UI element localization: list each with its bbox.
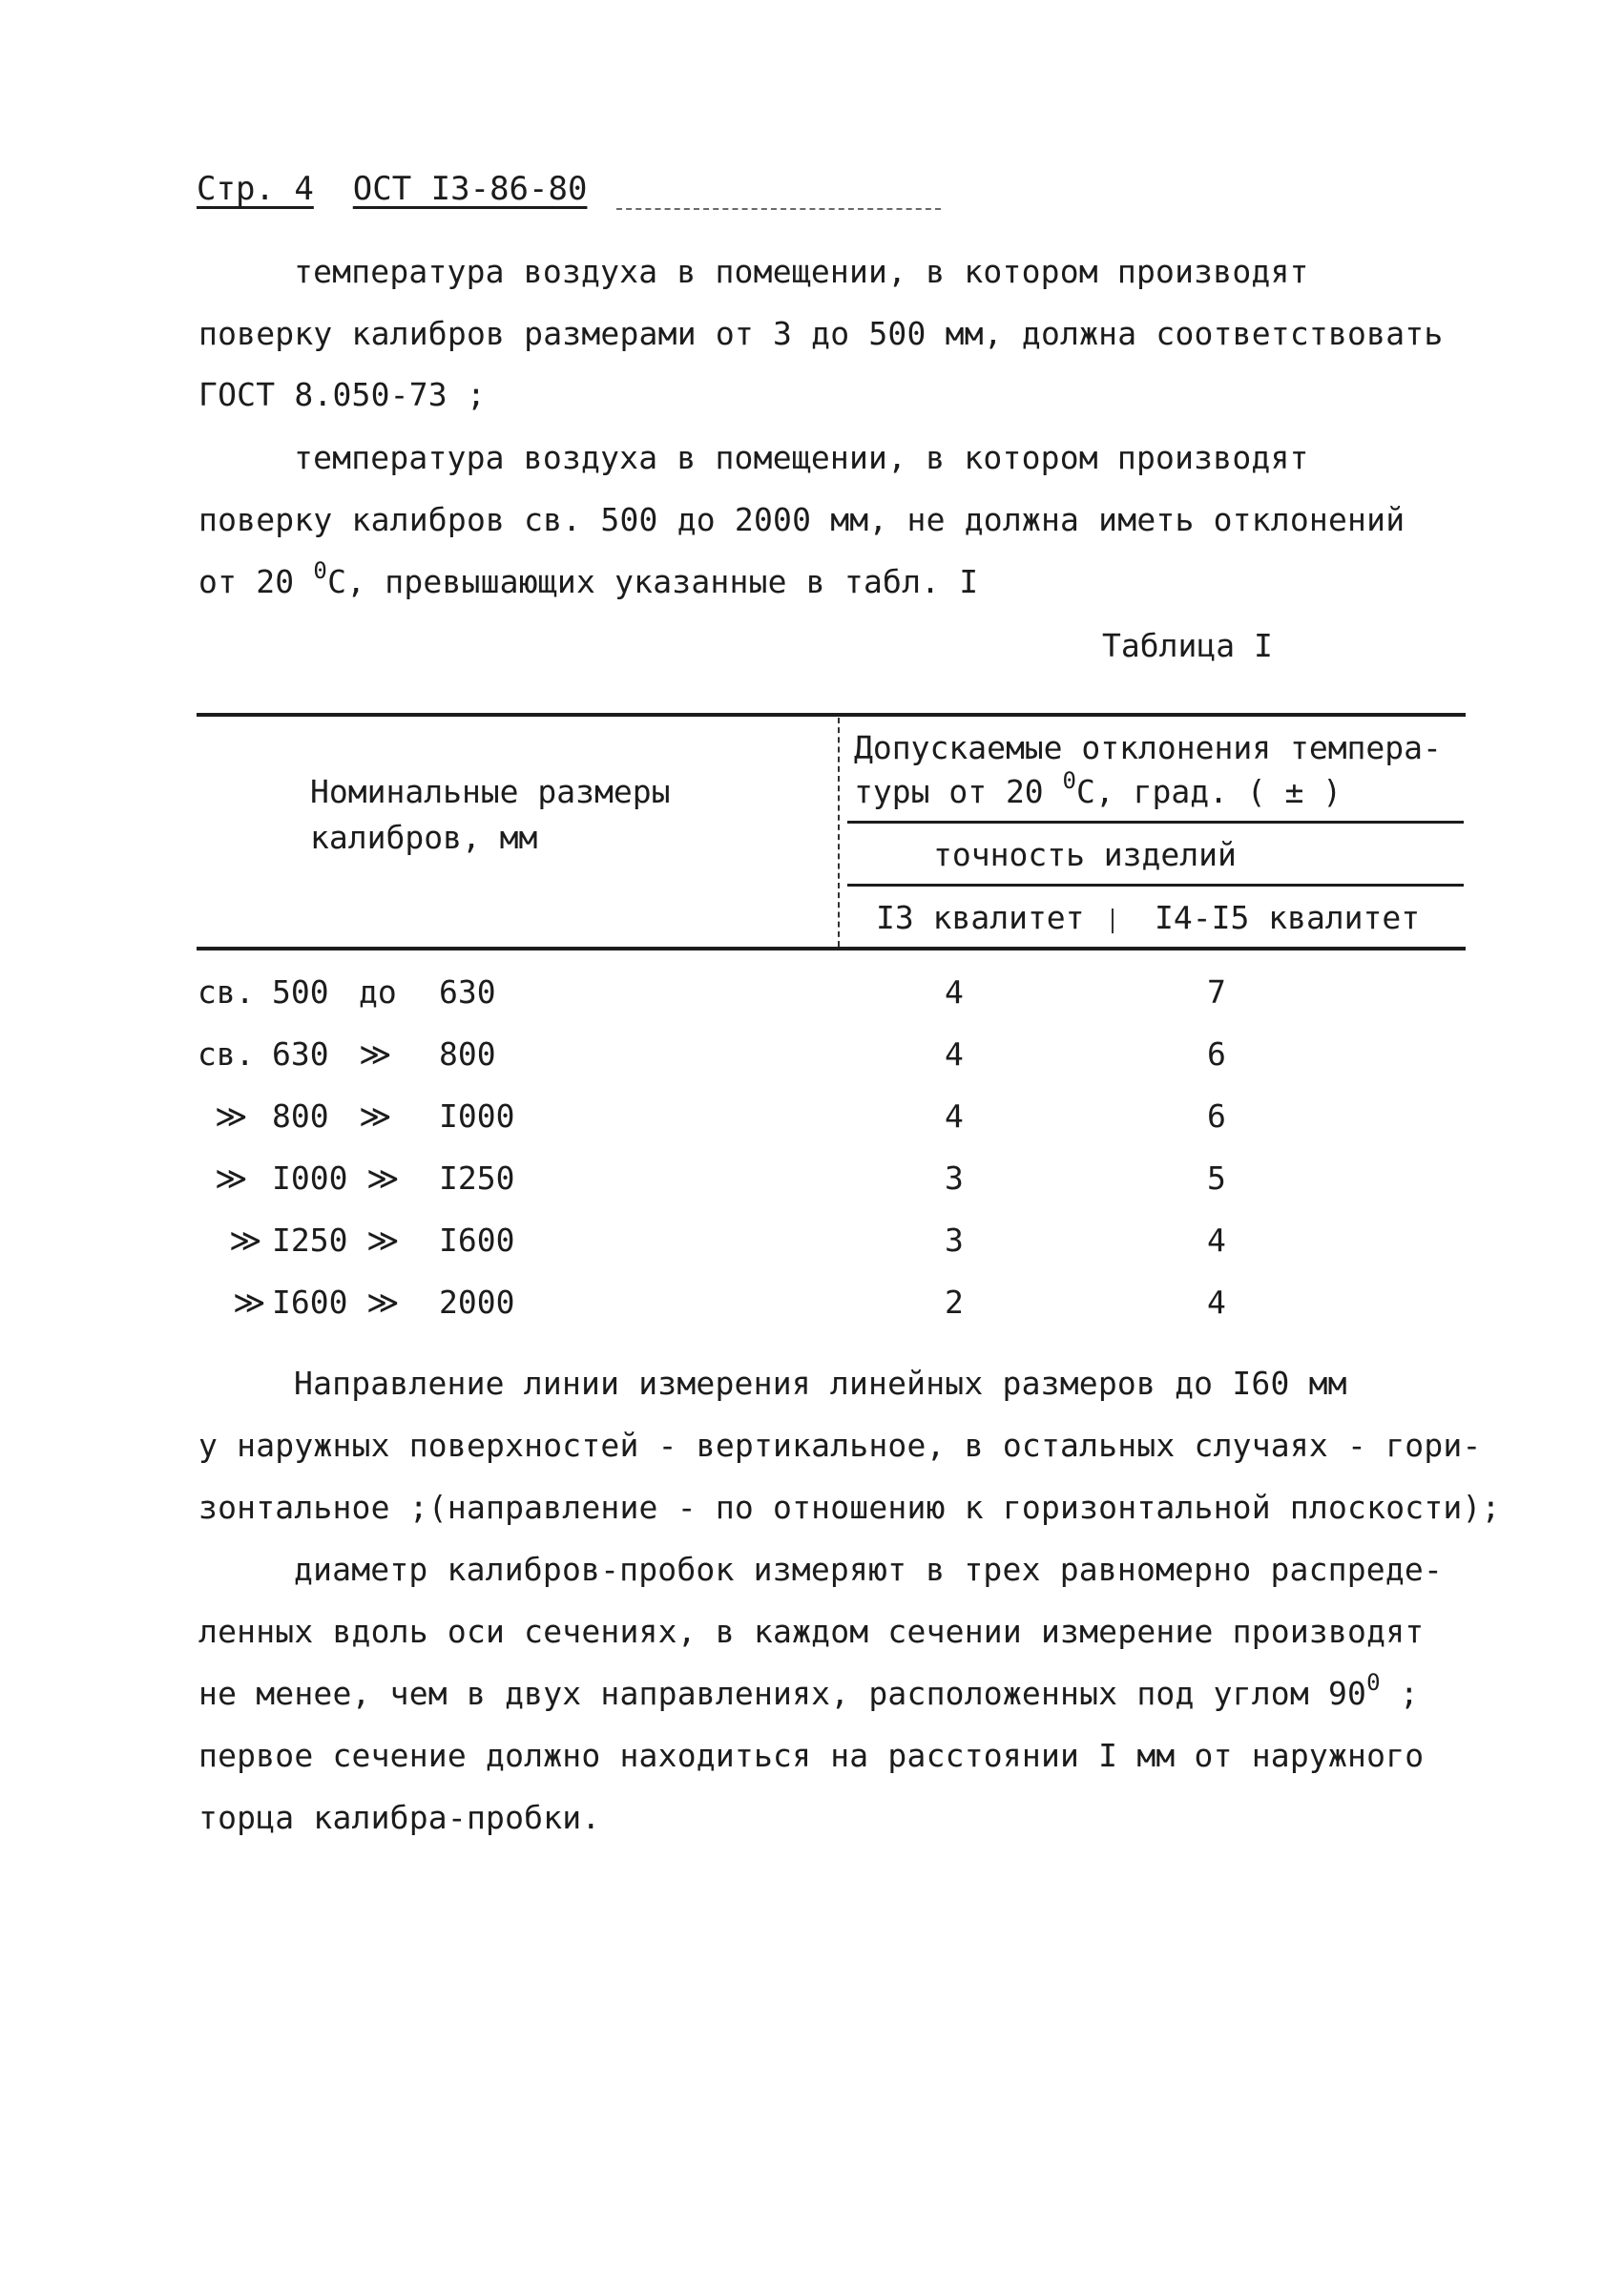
p2-line3: от 20 $^0$С, превышающих указанные в табл. I bbox=[198, 557, 979, 600]
table-row: ≫ 800 ≫ I000 4 6 bbox=[215, 1097, 1226, 1135]
table-row: ≫ I250 ≫ I600 3 4 bbox=[229, 1222, 1226, 1259]
page-label: Стр. 4 bbox=[197, 170, 314, 208]
p3-line2: у наружных поверхностей - вертикальное, в остальных случаях - гори- bbox=[198, 1427, 1482, 1464]
table-top-rule bbox=[197, 713, 1466, 717]
table-divider-sub bbox=[1112, 909, 1114, 933]
p1-line2: поверку калибров размерами от 3 до 500 мм, должна соответствовать bbox=[198, 315, 1444, 352]
group-header-rule bbox=[847, 821, 1464, 824]
p2-line2: поверку калибров св. 500 до 2000 мм, не должна иметь отклонений bbox=[198, 501, 1405, 538]
p3-line3: зонтальное ;(направление - по отношению к горизонтальной плоскости); bbox=[198, 1489, 1501, 1526]
group-header-line2: туры от 20 $^0$С, град. ( ± ) bbox=[854, 767, 1343, 810]
p1-line1: температура воздуха в помещении, в котором производят bbox=[294, 253, 1309, 290]
group-header-line1: Допускаемые отклонения темпера- bbox=[854, 729, 1442, 766]
header-dashes bbox=[616, 208, 941, 210]
col-1415-header: I4-I5 квалитет bbox=[1155, 899, 1421, 936]
table-row: ≫ I600 ≫ 2000 2 4 bbox=[233, 1284, 1226, 1321]
p2-line1: температура воздуха в помещении, в котором производят bbox=[294, 439, 1309, 476]
p4-line5: торца калибра-пробки. bbox=[198, 1799, 601, 1836]
p4-line2: ленных вдоль оси сечениях, в каждом сечении измерение производят bbox=[198, 1613, 1425, 1650]
subgroup-header-rule bbox=[847, 884, 1464, 887]
table-divider-left bbox=[838, 718, 840, 947]
p4-line4: первое сечение должно находиться на расстоянии I мм от наружного bbox=[198, 1737, 1425, 1774]
doc-code: ОСТ I3-86-80 bbox=[352, 170, 588, 208]
table-header-bottom-rule bbox=[197, 947, 1466, 950]
p3-line1: Направление линии измерения линейных размеров до I60 мм bbox=[294, 1365, 1347, 1402]
col1-header-line1: Номинальные размеры bbox=[310, 773, 671, 810]
page-header bbox=[197, 170, 587, 208]
table-row: ≫ I000 ≫ I250 3 5 bbox=[215, 1159, 1226, 1197]
p4-line1: диаметр калибров-пробок измеряют в трех равномерно распреде- bbox=[294, 1551, 1444, 1588]
p1-line3: ГОСТ 8.050-73 ; bbox=[198, 376, 487, 413]
p4-line3: не менее, чем в двух направлениях, расположенных под углом $90^0$ ; bbox=[198, 1669, 1419, 1712]
table-caption: Таблица I bbox=[1102, 627, 1273, 664]
col-13-header: I3 квалитет bbox=[876, 899, 1085, 936]
table-row: св. 630 ≫ 800 4 6 bbox=[198, 1035, 1226, 1073]
col1-header-line2: калибров, мм bbox=[310, 819, 538, 856]
table-row: св. 500 до 630 4 7 bbox=[198, 973, 1226, 1011]
subgroup-header: точность изделий bbox=[933, 836, 1237, 873]
